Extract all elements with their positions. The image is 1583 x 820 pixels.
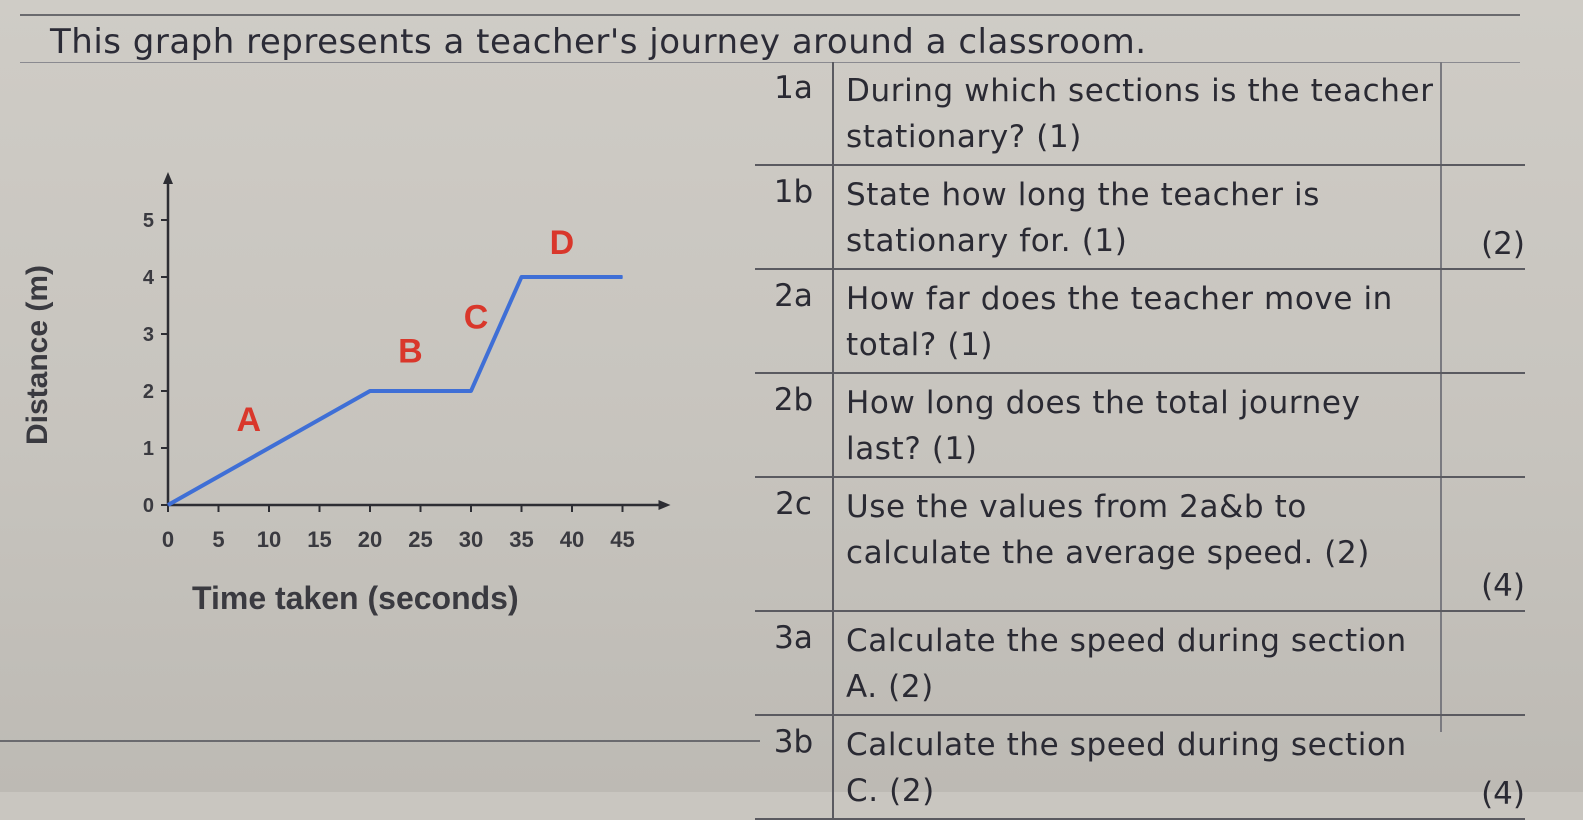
x-tick-label: 25	[408, 527, 433, 552]
x-tick-label: 40	[559, 527, 585, 552]
y-tick-label: 4	[142, 267, 154, 289]
question-marks	[1438, 373, 1525, 477]
y-tick-label: 3	[142, 324, 154, 346]
question-marks: (4)	[1481, 776, 1525, 812]
question-marks	[1438, 62, 1525, 165]
journey-point	[521, 277, 522, 278]
x-tick-label: 20	[357, 527, 383, 552]
top-rule	[20, 14, 1520, 16]
section-label-d: D	[549, 224, 575, 263]
y-tick-label: 5	[142, 210, 154, 232]
y-axis-arrow	[163, 172, 173, 184]
question-number: 3a	[755, 611, 833, 715]
journey-point	[622, 277, 623, 278]
section-label-b: B	[398, 332, 423, 371]
question-row	[755, 269, 1525, 373]
question-row	[755, 611, 1525, 715]
question-row	[755, 373, 1525, 477]
question-row	[755, 165, 1525, 269]
x-tick-label: 45	[610, 527, 635, 552]
question-number: 1a	[755, 62, 833, 165]
journey-line	[168, 277, 623, 505]
section-label-c: C	[463, 298, 489, 337]
question-text: How far does the teacher move in total? (1)	[846, 281, 1393, 363]
question-marks: (2)	[1481, 226, 1525, 262]
x-tick-label: 0	[161, 527, 175, 552]
page-title: This graph represents a teacher's journey around a classroom.	[50, 22, 1147, 62]
journey-point	[168, 505, 169, 506]
question-row	[755, 715, 1525, 819]
question-number: 2c	[755, 477, 833, 611]
question-row	[755, 62, 1525, 165]
question-number: 1b	[755, 165, 833, 269]
x-tick-label: 35	[509, 527, 534, 552]
question-text: Calculate the speed during section C. (2)	[846, 727, 1407, 809]
question-text: Use the values from 2a&b to calculate the average speed. (2)	[846, 489, 1370, 571]
x-tick-label: 10	[256, 527, 282, 552]
y-axis-title: Distance (m)	[21, 264, 54, 446]
chart-svg	[40, 160, 760, 630]
question-text: State how long the teacher is stationary for. (1)	[846, 177, 1320, 259]
question-marks: (4)	[1481, 568, 1525, 604]
question-marks	[1438, 269, 1525, 373]
bottom-rule	[0, 740, 760, 742]
question-text: How long does the total journey last? (1)	[846, 385, 1361, 467]
distance-time-graph	[40, 160, 760, 630]
journey-point	[471, 391, 472, 392]
question-text: During which sections is the teacher stationary? (1)	[846, 73, 1434, 155]
x-tick-label: 5	[212, 527, 225, 552]
y-tick-label: 1	[142, 438, 154, 460]
section-label-a: A	[236, 400, 262, 439]
y-tick-label: 0	[142, 495, 154, 517]
question-number: 2b	[755, 373, 833, 477]
x-tick-label: 30	[458, 527, 484, 552]
question-text: Calculate the speed during section A. (2)	[846, 623, 1407, 705]
y-tick-label: 2	[142, 381, 154, 403]
x-tick-label: 15	[307, 527, 332, 552]
questions-table	[755, 62, 1525, 820]
question-number: 2a	[755, 269, 833, 373]
question-marks	[1438, 611, 1525, 715]
question-row	[755, 477, 1525, 611]
x-axis-arrow	[659, 500, 671, 510]
journey-point	[370, 391, 371, 392]
x-axis-title: Time taken (seconds)	[192, 580, 519, 616]
question-number: 3b	[755, 715, 833, 819]
